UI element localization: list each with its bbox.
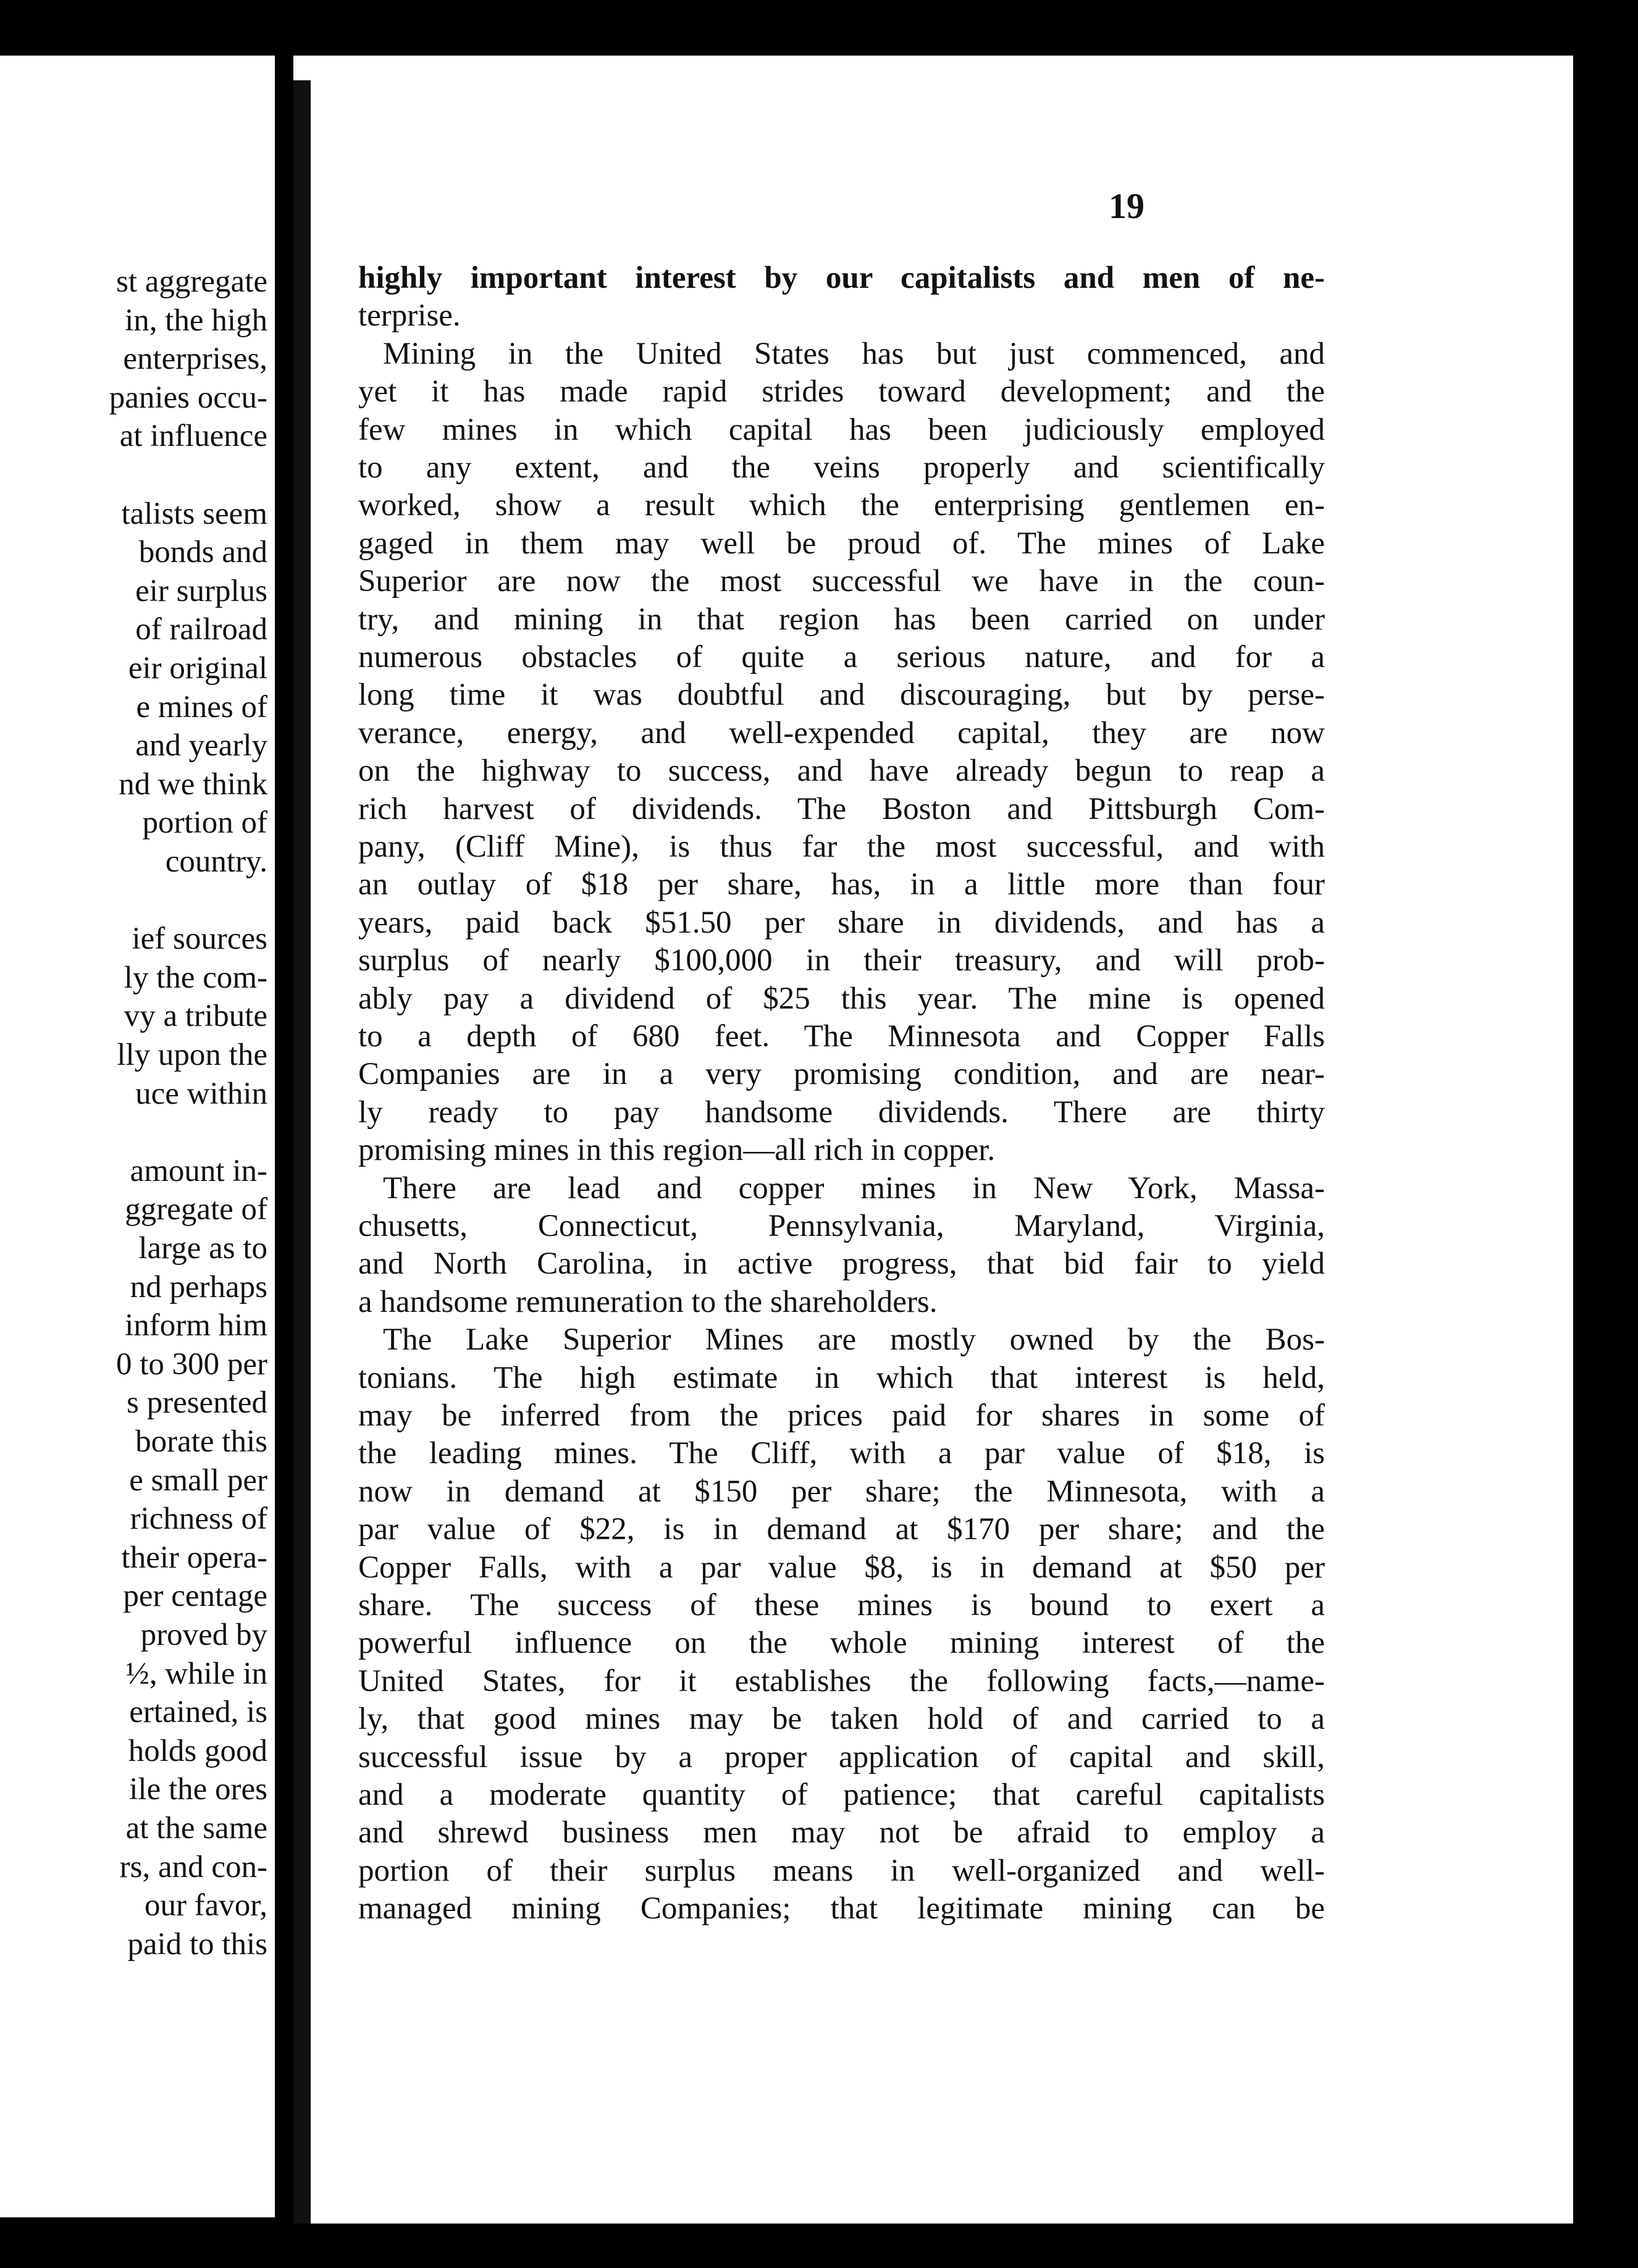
body-text-line: highly important interest by our capitalists and men of ne- (358, 261, 1325, 295)
body-text-line: rich harvest of dividends. The Boston and Pittsburgh Com- (358, 791, 1325, 826)
right-page (293, 56, 1573, 2224)
body-text-line: to any extent, and the veins properly and scientifically (358, 450, 1325, 485)
left-page-text-line: amount in- (130, 1153, 267, 1188)
left-page-text-line: our favor, (144, 1888, 267, 1923)
page-number: 19 (1109, 186, 1144, 226)
left-page-text-line: at the same (125, 1811, 267, 1846)
body-text-line: ly ready to pay handsome dividends. There are thirty (358, 1094, 1325, 1130)
left-page-text-line: e small per (129, 1463, 267, 1498)
left-page-text-line: nd we think (119, 766, 267, 802)
body-text-line: and North Carolina, in active progress, that bid fair to yield (358, 1246, 1325, 1282)
body-text-line: few mines in which capital has been judiciously employed (358, 412, 1325, 447)
body-text-line: tonians. The high estimate in which that interest is held, (358, 1360, 1325, 1395)
left-page-text-line: vy a tribute (124, 999, 267, 1034)
body-text-line: Mining in the United States has but just commenced, and (383, 336, 1325, 371)
body-text-line: gaged in them may well be proud of. The mines of Lake (358, 526, 1325, 561)
body-text-line: chusetts, Connecticut, Pennsylvania, Maryland, Virginia, (358, 1209, 1325, 1243)
left-page-text-line: 0 to 300 per (116, 1346, 267, 1382)
body-text-line: share. The success of these mines is bound to exert a (358, 1588, 1325, 1623)
left-page-text-line: in, the high (125, 303, 267, 338)
left-page-text-line: eir original (128, 651, 267, 686)
left-page-text-line: rs, and con- (119, 1849, 267, 1884)
body-text-line: par value of $22, is in demand at $170 per share; and the (358, 1512, 1325, 1547)
body-text-line: to a depth of 680 feet. The Minnesota and Copper Falls (358, 1019, 1325, 1054)
left-page-text-line: portion of (142, 805, 267, 841)
left-page-text-line: s presented (126, 1385, 267, 1421)
body-text-line: ably pay a dividend of $25 this year. The mine is opened (358, 981, 1325, 1016)
left-page-text-line: lly upon the (117, 1038, 267, 1072)
left-page-text-line: large as to (138, 1231, 267, 1266)
body-text-line: now in demand at $150 per share; the Minnesota, with a (358, 1474, 1325, 1509)
body-text-line: a handsome remuneration to the shareholders. (358, 1284, 938, 1319)
body-text-line: may be inferred from the prices paid for shares in some of (358, 1398, 1325, 1433)
left-page-text-line: richness of (130, 1502, 267, 1537)
body-text-line: try, and mining in that region has been carried on under (358, 602, 1325, 637)
body-text-line: There are lead and copper mines in New York, Massa- (383, 1170, 1325, 1206)
left-page-text-line: panies occu- (109, 380, 267, 415)
left-page-text-line: ggregate of (125, 1192, 267, 1227)
body-text-line: terprise. (358, 298, 461, 334)
left-page-text-line: e mines of (136, 689, 267, 724)
left-page-text-line: their opera- (121, 1540, 267, 1575)
body-text-line: surplus of nearly $100,000 in their treasury, and will prob- (358, 943, 1325, 978)
body-text-line: verance, energy, and well-expended capital, they are now (358, 715, 1325, 750)
left-page-text-line: per centage (123, 1579, 267, 1614)
page-spine-shadow (293, 80, 311, 2224)
body-text-line: and shrewd business men may not be afraid to employ a (358, 1815, 1325, 1850)
body-text-line: portion of their surplus means in well-organized and well- (358, 1853, 1325, 1888)
left-page-text-line: ile the ores (129, 1772, 267, 1807)
left-page-text-line: eir surplus (135, 573, 267, 608)
body-text-line: successful issue by a proper application of capital and skill, (358, 1739, 1325, 1774)
body-text-line: long time it was doubtful and discouraging, but by perse- (358, 678, 1325, 713)
body-text-line: United States, for it establishes the following facts,—name- (358, 1663, 1325, 1699)
left-page-text-line: paid to this (127, 1926, 267, 1962)
body-text-line: years, paid back $51.50 per share in dividends, and has a (358, 905, 1325, 940)
body-text-line: the leading mines. The Cliff, with a par value of $18, is (358, 1436, 1325, 1471)
left-page-text-line: nd perhaps (130, 1269, 267, 1304)
body-text-line: promising mines in this region—all rich in copper. (358, 1133, 996, 1168)
left-page-text-line: holds good (128, 1733, 267, 1768)
body-text-line: powerful influence on the whole mining interest of the (358, 1626, 1325, 1661)
left-page-fragment (0, 56, 275, 2217)
body-text-line: on the highway to success, and have already begun to reap a (358, 754, 1325, 789)
left-page-text-line: bonds and (138, 535, 267, 570)
left-page-text-line: ½, while in (125, 1656, 267, 1691)
left-page-text-line: inform him (125, 1308, 267, 1343)
left-page-text-line: country. (165, 844, 267, 879)
body-text-line: managed mining Companies; that legitimate mining can be (358, 1891, 1325, 1926)
left-page-text-line: uce within (135, 1076, 267, 1111)
left-page-text-line: and yearly (135, 728, 267, 763)
body-text-line: Superior are now the most successful we have in the coun- (358, 564, 1325, 599)
body-text-line: pany, (Cliff Mine), is thus far the most successful, and with (358, 830, 1325, 864)
left-page-text-line: of railroad (135, 612, 267, 647)
body-text-line: ly, that good mines may be taken hold of and carried to a (358, 1702, 1325, 1737)
left-page-text-line: ly the com- (124, 960, 267, 995)
left-page-text-line: proved by (140, 1618, 267, 1652)
left-page-text-line: borate this (135, 1424, 267, 1459)
body-text-line: an outlay of $18 per share, has, in a little more than four (358, 867, 1325, 902)
left-page-text-line: st aggregate (116, 264, 267, 299)
body-text-line: Copper Falls, with a par value $8, is in demand at $50 per (358, 1550, 1325, 1585)
body-text-line: Companies are in a very promising condition, and are near- (358, 1057, 1325, 1092)
body-text-line: and a moderate quantity of patience; that careful capitalists (358, 1778, 1325, 1812)
left-page-text-line: ertained, is (129, 1695, 267, 1730)
left-page-text-line: enterprises, (123, 342, 267, 377)
body-text-line: worked, show a result which the enterprising gentlemen en- (358, 488, 1325, 523)
left-page-text-line: talists seem (121, 496, 267, 531)
body-text-line: yet it has made rapid strides toward development; and the (358, 374, 1325, 410)
body-text-line: The Lake Superior Mines are mostly owned by the Bos- (383, 1322, 1325, 1358)
body-text-line: numerous obstacles of quite a serious nature, and for a (358, 640, 1325, 674)
left-page-text-line: at influence (119, 419, 267, 454)
left-page-text-line: ief sources (132, 922, 267, 957)
